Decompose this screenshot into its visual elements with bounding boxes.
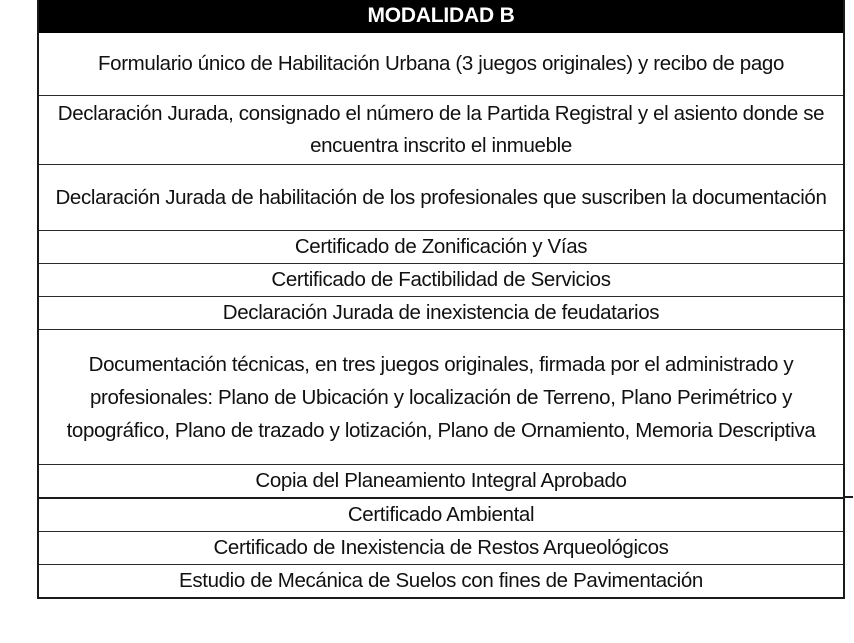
requirement-cell: Declaración Jurada de inexistencia de feudatarios <box>38 297 844 330</box>
table-row <box>38 532 844 565</box>
table-row <box>38 264 844 297</box>
requirement-cell: Certificado de Factibilidad de Servicios <box>38 264 844 297</box>
table-row <box>38 231 844 264</box>
requirement-cell: Formulario único de Habilitación Urbana (3 juegos originales) y recibo de pago <box>38 33 844 96</box>
border-overhang-divider <box>844 496 853 498</box>
table-header-row <box>38 0 844 33</box>
table-row <box>38 565 844 599</box>
table-row <box>38 498 844 532</box>
table-row <box>38 33 844 96</box>
table-row <box>38 297 844 330</box>
requirement-cell: Declaración Jurada de habilitación de los profesionales que suscriben la documentación <box>38 165 844 231</box>
table-row <box>38 465 844 499</box>
table-row <box>38 330 844 465</box>
requirement-cell: Copia del Planeamiento Integral Aprobado <box>38 465 844 499</box>
requirement-cell: Declaración Jurada, consignado el número de la Partida Registral y el asiento donde se encuentra inscrito el inmueble <box>38 96 844 165</box>
requirement-cell: Certificado de Zonificación y Vías <box>38 231 844 264</box>
requirement-cell: Certificado de Inexistencia de Restos Arqueológicos <box>38 532 844 565</box>
requirements-table <box>37 0 845 599</box>
requirement-cell: Certificado Ambiental <box>38 498 844 532</box>
requirement-cell: Documentación técnicas, en tres juegos originales, firmada por el administrado y profesionales: Plano de Ubicación y localización de Terreno, Plano Perimétrico y topográfico, Plano de trazado y lotización, Plano de Ornamiento, Memoria Descriptiva <box>38 330 844 465</box>
requirement-cell: Estudio de Mecánica de Suelos con fines de Pavimentación <box>38 565 844 599</box>
table-row <box>38 96 844 165</box>
table-row <box>38 165 844 231</box>
table-header-modalidad-b: MODALIDAD B <box>38 0 844 33</box>
